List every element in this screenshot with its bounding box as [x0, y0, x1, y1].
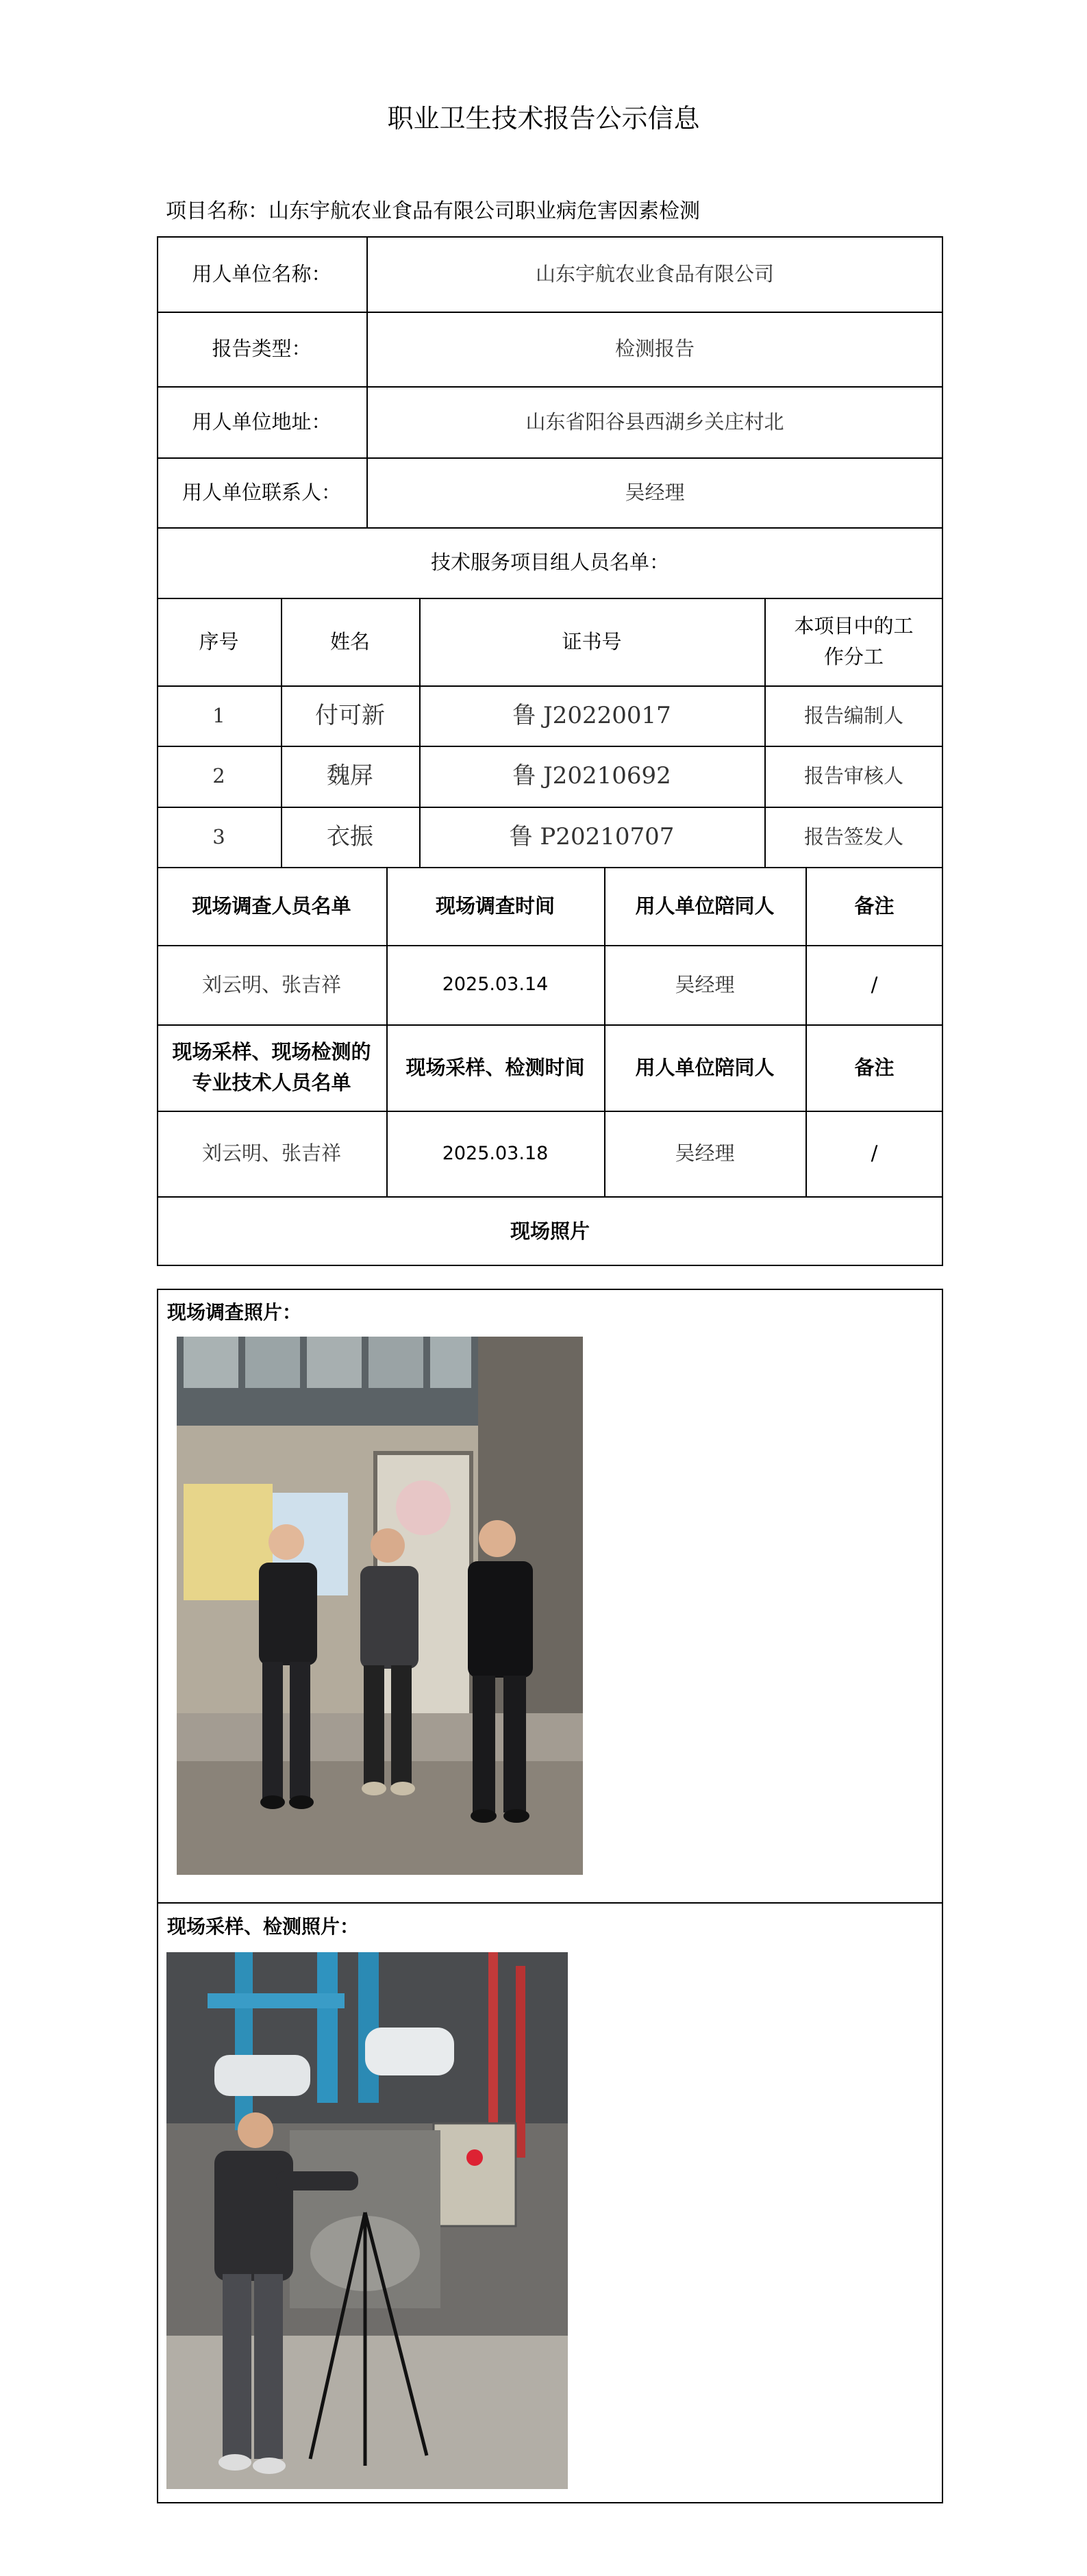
address-label: 用人单位地址： — [192, 409, 332, 433]
sampling-escort: 吴经理 — [675, 1141, 735, 1165]
team-row-3-cert: 鲁 P20210707 — [509, 822, 675, 850]
photos-header: 现场照片 — [510, 1219, 590, 1243]
sampling-col-note: 备注 — [854, 1055, 895, 1079]
sampling-photo — [166, 1952, 568, 2489]
sampling-people: 刘云明、张吉祥 — [201, 1141, 341, 1165]
col-cert: 证书号 — [562, 629, 622, 653]
address-value: 山东省阳谷县西湖乡关庄村北 — [525, 409, 784, 433]
team-row-2-name: 魏屏 — [327, 762, 373, 790]
project-name: 项目名称：山东宇航农业食品有限公司职业病危害因素检测 — [166, 199, 700, 223]
survey-col-escort: 用人单位陪同人 — [635, 894, 775, 918]
sampling-col-escort: 用人单位陪同人 — [635, 1055, 775, 1079]
team-row-3-name: 衣振 — [327, 822, 373, 850]
page-title: 职业卫生技术报告公示信息 — [387, 103, 700, 134]
survey-people: 刘云明、张吉祥 — [201, 972, 341, 996]
team-header: 技术服务项目组人员名单： — [430, 551, 669, 574]
report-type-value: 检测报告 — [614, 337, 695, 361]
col-role: 本项目中的工作分工 — [794, 614, 914, 668]
team-row-1-name: 付可新 — [315, 701, 385, 729]
survey-photo — [177, 1337, 583, 1875]
contact-label: 用人单位联系人： — [182, 480, 341, 504]
sampling-time: 2025.03.18 — [442, 1142, 549, 1164]
report-type-label: 报告类型： — [212, 337, 312, 361]
survey-col-note: 备注 — [854, 894, 895, 918]
sampling-note: / — [871, 1141, 878, 1165]
team-row-2-no: 2 — [212, 764, 225, 788]
survey-escort: 吴经理 — [675, 972, 735, 996]
col-no: 序号 — [199, 629, 239, 653]
sampling-col-time: 现场采样、检测时间 — [405, 1055, 585, 1079]
sampling-photo-label: 现场采样、检测照片： — [167, 1915, 360, 1938]
team-row-3-no: 3 — [212, 824, 225, 848]
survey-col-time: 现场调查时间 — [435, 894, 555, 918]
col-name: 姓名 — [329, 629, 370, 653]
team-row-1-role: 报告编制人 — [803, 703, 903, 727]
sampling-col-people: 现场采样、现场检测的专业技术人员名单 — [172, 1040, 371, 1094]
survey-time: 2025.03.14 — [442, 974, 549, 996]
contact-value: 吴经理 — [625, 480, 685, 504]
team-row-2-role: 报告审核人 — [803, 764, 903, 788]
survey-note: / — [871, 972, 878, 996]
team-row-1-cert: 鲁 J20220017 — [512, 701, 671, 729]
survey-photo-label: 现场调查照片： — [167, 1301, 302, 1324]
team-row-2-cert: 鲁 J20210692 — [512, 762, 671, 790]
survey-col-people: 现场调查人员名单 — [192, 894, 351, 918]
team-row-1-no: 1 — [212, 703, 225, 727]
employer-name-value: 山东宇航农业食品有限公司 — [535, 262, 774, 286]
employer-name-label: 用人单位名称： — [192, 262, 332, 286]
team-row-3-role: 报告签发人 — [803, 824, 903, 848]
